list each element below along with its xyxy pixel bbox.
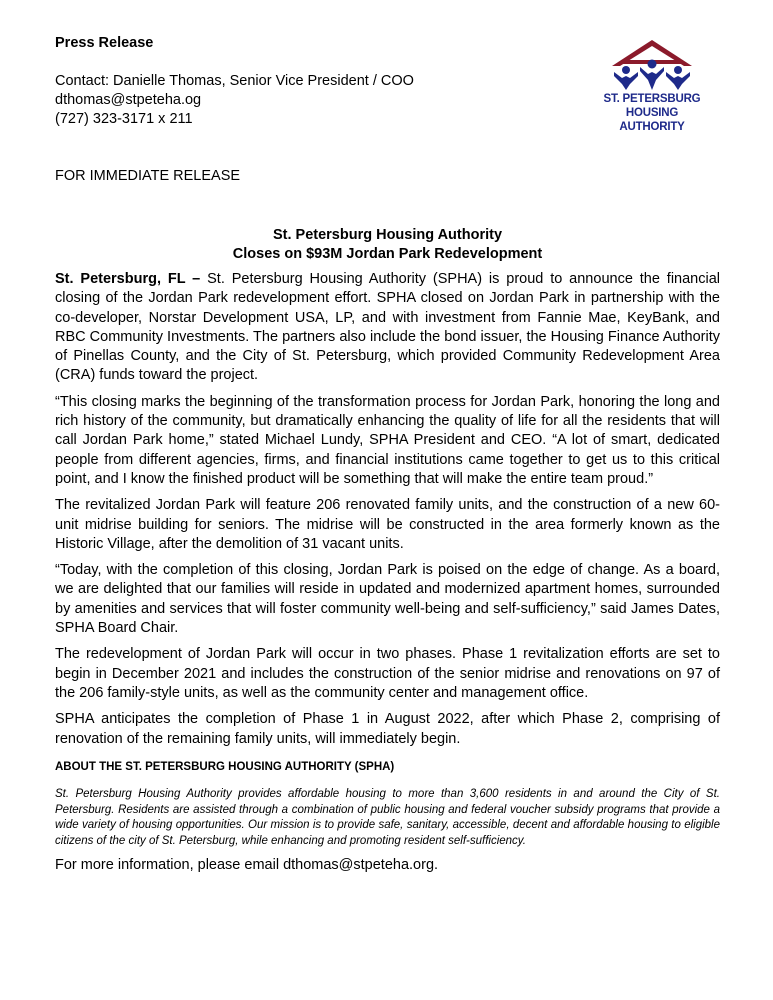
- paragraph-5: The redevelopment of Jordan Park will occur in two phases. Phase 1 revitalization efforts are set to begin in December 2021 and includes the construction of the senior midrise and renovations on 97 of the 206 family-style units, as well as the community center and management office.: [55, 646, 720, 701]
- contact-line: Contact: Danielle Thomas, Senior Vice President / COO: [55, 73, 414, 89]
- house-people-icon: [592, 36, 712, 94]
- about-heading: ABOUT THE ST. PETERSBURG HOUSING AUTHORITY (SPHA): [55, 760, 395, 773]
- headline-line1: St. Petersburg Housing Authority: [272, 227, 503, 243]
- paragraph-1: [55, 270, 720, 386]
- about-text: St. Petersburg Housing Authority provides affordable housing to more than 3,600 residents in and around the City of St. Petersburg. Residents are assisted through a combination of public housing and federal voucher subsidy programs that provide a wide variety of housing opportunities. Our mission is to provide safe, sanitary, accessible, decent and affordable housing to eligible citizens of the city of St. Petersburg, while enhancing and promoting resident self-sufficiency.: [55, 788, 720, 847]
- paragraph-1-text: St. Petersburg Housing Authority (SPHA) is proud to announce the financial closing of the Jordan Park redevelopment effort. SPHA closed on Jordan Park in partnership with the co-developer, Norstar Development USA, LP, and with investment from Fannie Mae, KeyBank, and RBC Community Investments. The partners also include the bond issuer, the Housing Finance Authority of Pinellas County, and the City of St. Petersburg, which provided Community Redevelopment Area (CRA) funds toward the project.: [55, 271, 720, 384]
- logo-text-line1: ST. PETERSBURG: [603, 93, 701, 105]
- dateline: St. Petersburg, FL –: [55, 271, 201, 287]
- spha-logo: [592, 36, 712, 133]
- paragraph-3: The revitalized Jordan Park will feature 206 renovated family units, and the construction of a new 60-unit midrise building for seniors. The midrise will be constructed in the area formerly known as the Historic Village, after the demolition of 31 vacant units.: [55, 497, 720, 552]
- contact-email: dthomas@stpeteha.og: [55, 92, 202, 108]
- more-info-line: For more information, please email dthomas@stpeteha.org.: [55, 857, 439, 874]
- headline: [55, 226, 720, 264]
- paragraph-6: SPHA anticipates the completion of Phase 1 in August 2022, after which Phase 2, comprising of renovation of the remaining family units, will immediately begin.: [55, 711, 720, 747]
- press-release-label: Press Release: [55, 35, 154, 51]
- headline-line2: Closes on $93M Jordan Park Redevelopment: [232, 246, 543, 262]
- paragraph-2: “This closing marks the beginning of the transformation process for Jordan Park, honoring the long and rich history of the community, but dramatically enhancing the quality of life for all the residents that will call Jordan Park home,” stated Michael Lundy, SPHA President and CEO. “A lot of smart, dedicated people from different agencies, firms, and financial institutions came together to get us to this critical point, and I know the finished product will be something that will make the entire team proud.”: [55, 393, 720, 487]
- contact-header: [55, 34, 535, 129]
- article-body: [55, 270, 720, 875]
- contact-phone: (727) 323-3171 x 211: [55, 111, 193, 127]
- logo-text-line2: HOUSING AUTHORITY: [619, 107, 685, 133]
- paragraph-4: “Today, with the completion of this closing, Jordan Park is poised on the edge of change. As a board, we are delighted that our families will reside in updated and modernized apartment homes, surrounded by amenities and services that will foster community well-being and self-sufficiency,” said James Dates, SPHA Board Chair.: [55, 562, 720, 637]
- immediate-release-note: FOR IMMEDIATE RELEASE: [55, 168, 241, 184]
